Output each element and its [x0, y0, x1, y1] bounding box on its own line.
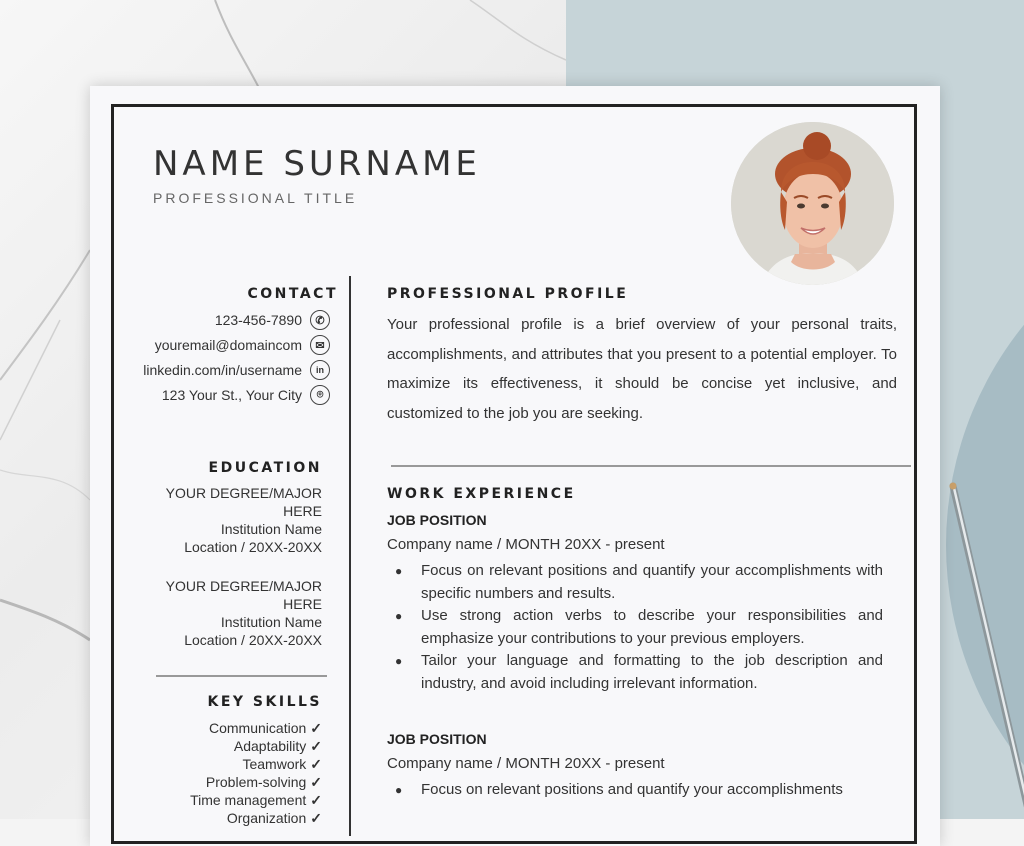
education-entry [120, 577, 322, 649]
right-separator [391, 465, 911, 467]
job-bullets [387, 779, 883, 802]
education-section [120, 460, 322, 649]
experience-section [387, 486, 897, 802]
check-icon: ✓ [310, 774, 322, 790]
education-location: Location / 20XX-20XX [184, 539, 322, 555]
contact-email-text: youremail@domaincom [154, 337, 302, 353]
profile-heading: PROFESSIONAL PROFILE [387, 286, 629, 302]
contact-address[interactable] [162, 383, 330, 407]
left-separator [156, 675, 327, 677]
skills-list [120, 719, 322, 827]
skill-item: Communication ✓ [209, 720, 322, 736]
education-degree: YOUR DEGREE/MAJOR [165, 578, 322, 594]
skill-item: Organization ✓ [226, 810, 322, 826]
resume-title: PROFESSIONAL TITLE [153, 190, 358, 206]
experience-heading: WORK EXPERIENCE [387, 486, 576, 502]
check-icon: ✓ [310, 720, 322, 736]
pen-icon [945, 482, 1024, 822]
job-bullet: ● Focus on relevant positions and quantify your accomplishments with specific numbers and results. [387, 560, 883, 605]
skill-item: Adaptability ✓ [233, 738, 322, 754]
job-bullet: ● Focus on relevant positions and quantify your accomplishments [387, 779, 883, 802]
job-company: Company name / MONTH 20XX - present [387, 536, 665, 553]
education-institution: Institution Name [220, 521, 322, 537]
education-location: Location / 20XX-20XX [184, 632, 322, 648]
education-entry [120, 484, 322, 556]
contact-linkedin[interactable] [143, 358, 330, 382]
job-position: JOB POSITION [387, 512, 487, 528]
contact-linkedin-text: linkedin.com/in/username [143, 362, 302, 378]
skills-section [120, 694, 322, 827]
profile-photo [731, 122, 894, 285]
contact-address-text: 123 Your St., Your City [161, 387, 302, 403]
check-icon: ✓ [310, 792, 322, 808]
check-icon: ✓ [310, 810, 322, 826]
job-entry [387, 512, 897, 695]
profile-text: Your professional profile is a brief overview of your personal traits, accomplishments, and attributes that you present to a potential employer. To maximize its effectiveness, it should be concise yet inclusive, and customized to the job you are seeking. [387, 316, 897, 422]
check-icon: ✓ [310, 738, 322, 754]
job-bullet: ● Tailor your language and formatting to the job description and industry, and avoid including irrelevant information. [387, 650, 883, 695]
profile-section [387, 286, 897, 428]
job-position: JOB POSITION [387, 731, 487, 747]
phone-icon: ✆ [310, 310, 330, 330]
skills-heading: KEY SKILLS [207, 694, 322, 710]
contact-email[interactable] [155, 333, 330, 357]
job-bullet: ● Use strong action verbs to describe your responsibilities and emphasize your contributions to your previous employers. [387, 605, 883, 650]
location-icon: ⌾ [310, 385, 330, 405]
skill-item: Teamwork ✓ [242, 756, 322, 772]
job-bullets [387, 560, 883, 695]
column-divider [349, 276, 351, 836]
education-degree-cont: HERE [283, 503, 322, 519]
skill-item: Time management ✓ [190, 792, 322, 808]
skill-item: Problem-solving ✓ [205, 774, 322, 790]
job-entry [387, 731, 897, 802]
check-icon: ✓ [310, 756, 322, 772]
education-heading: EDUCATION [208, 460, 322, 476]
contact-phone[interactable] [215, 308, 330, 332]
education-degree: YOUR DEGREE/MAJOR [165, 485, 322, 501]
contact-list [120, 308, 330, 408]
job-company: Company name / MONTH 20XX - present [387, 755, 665, 772]
linkedin-icon: in [310, 360, 330, 380]
contact-phone-text: 123-456-7890 [214, 312, 302, 328]
contact-heading: CONTACT [247, 286, 338, 302]
education-institution: Institution Name [220, 614, 322, 630]
contact-section [120, 286, 338, 302]
education-degree-cont: HERE [283, 596, 322, 612]
resume-name: NAME SURNAME [153, 144, 481, 184]
email-icon: ✉ [310, 335, 330, 355]
